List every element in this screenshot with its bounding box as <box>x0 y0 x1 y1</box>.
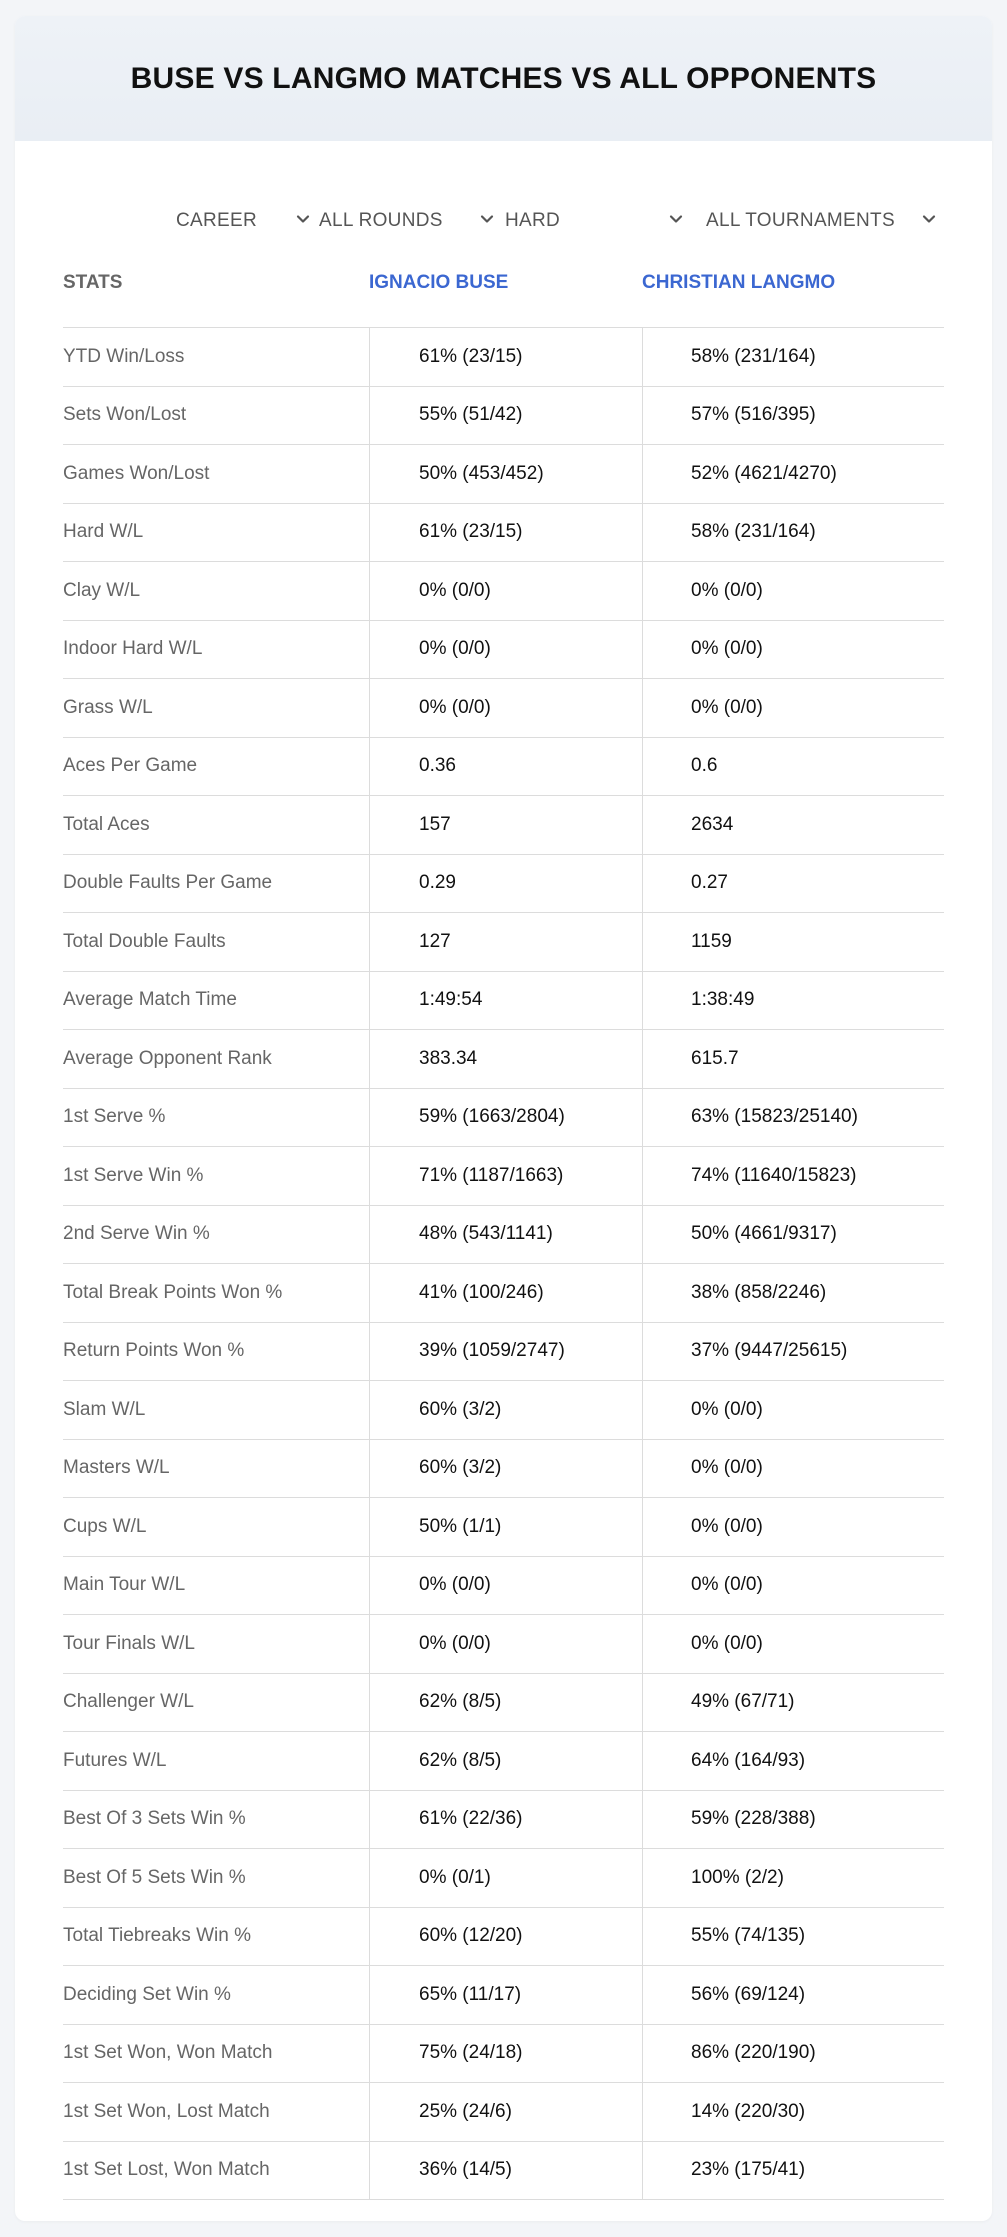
table-row <box>63 796 944 855</box>
table-row <box>63 1674 944 1733</box>
stat-label: Indoor Hard W/L <box>63 638 203 660</box>
stat-label: Average Opponent Rank <box>63 1047 272 1069</box>
stat-label: Average Match Time <box>63 989 237 1011</box>
player2-value: 56% (69/124) <box>642 1966 944 2024</box>
table-row <box>63 1089 944 1148</box>
player1-value: 65% (11/17) <box>369 1966 642 2024</box>
card-header <box>15 16 992 141</box>
player1-value: 0% (0/0) <box>369 562 642 620</box>
stat-label: Best Of 5 Sets Win % <box>63 1866 246 1888</box>
stat-label: Games Won/Lost <box>63 462 210 484</box>
table-row <box>63 1206 944 1265</box>
player1-value: 55% (51/42) <box>369 387 642 445</box>
player2-value: 0% (0/0) <box>642 621 944 679</box>
player2-value: 0% (0/0) <box>642 679 944 737</box>
chevron-down-icon <box>296 212 310 226</box>
stat-label: YTD Win/Loss <box>63 345 185 367</box>
stat-label: Sets Won/Lost <box>63 404 187 426</box>
table-row <box>63 1323 944 1382</box>
filter-bar <box>15 191 992 251</box>
player1-value: 39% (1059/2747) <box>369 1323 642 1381</box>
player1-value: 48% (543/1141) <box>369 1206 642 1264</box>
player1-value: 0% (0/0) <box>369 679 642 737</box>
stat-label: Hard W/L <box>63 521 144 543</box>
page-title: BUSE VS LANGMO MATCHES VS ALL OPPONENTS <box>130 61 877 95</box>
stat-label: 1st Set Lost, Won Match <box>63 2159 270 2181</box>
player2-value: 57% (516/395) <box>642 387 944 445</box>
player2-value: 0.27 <box>642 855 944 913</box>
stat-label: Total Double Faults <box>63 930 226 952</box>
player2-value: 0% (0/0) <box>642 1615 944 1673</box>
player2-value: 59% (228/388) <box>642 1791 944 1849</box>
stat-label: Aces Per Game <box>63 755 198 777</box>
player2-value: 0.6 <box>642 738 944 796</box>
stat-label: Clay W/L <box>63 579 141 601</box>
filter-rounds-select[interactable] <box>319 191 499 251</box>
table-row <box>63 1791 944 1850</box>
stat-label: Challenger W/L <box>63 1691 194 1713</box>
player1-value: 0.29 <box>369 855 642 913</box>
stat-label: Grass W/L <box>63 696 153 718</box>
player1-value: 383.34 <box>369 1030 642 1088</box>
player1-value: 62% (8/5) <box>369 1674 642 1732</box>
table-row <box>63 2083 944 2142</box>
stat-label: Futures W/L <box>63 1749 167 1771</box>
player1-value: 60% (12/20) <box>369 1908 642 1966</box>
player2-value: 55% (74/135) <box>642 1908 944 1966</box>
player1-value: 1:49:54 <box>369 972 642 1030</box>
player2-value: 37% (9447/25615) <box>642 1323 944 1381</box>
stat-label: Cups W/L <box>63 1515 147 1537</box>
player2-value: 50% (4661/9317) <box>642 1206 944 1264</box>
player1-value: 50% (453/452) <box>369 445 642 503</box>
player2-value: 52% (4621/4270) <box>642 445 944 503</box>
player1-value: 60% (3/2) <box>369 1381 642 1439</box>
chevron-down-icon <box>922 212 936 226</box>
player2-value: 0% (0/0) <box>642 1440 944 1498</box>
filter-career-select[interactable] <box>176 191 316 251</box>
filter-surface-select[interactable] <box>505 191 690 251</box>
player2-value: 74% (11640/15823) <box>642 1147 944 1205</box>
stat-label: 1st Set Won, Won Match <box>63 2042 273 2064</box>
table-row <box>63 738 944 797</box>
filter-label: HARD <box>505 210 561 231</box>
stat-label: Total Aces <box>63 813 150 835</box>
table-row <box>63 504 944 563</box>
filter-label: ALL ROUNDS <box>319 210 443 231</box>
stat-label: Total Tiebreaks Win % <box>63 1925 251 1947</box>
table-row <box>63 1264 944 1323</box>
player2-value: 1159 <box>642 913 944 971</box>
header-player2-link[interactable]: CHRISTIAN LANGMO <box>642 272 836 293</box>
player2-value: 100% (2/2) <box>642 1849 944 1907</box>
player1-value: 50% (1/1) <box>369 1498 642 1556</box>
table-row <box>63 445 944 504</box>
player1-value: 0% (0/0) <box>369 1615 642 1673</box>
player2-value: 64% (164/93) <box>642 1732 944 1790</box>
stat-label: Masters W/L <box>63 1457 170 1479</box>
player2-value: 63% (15823/25140) <box>642 1089 944 1147</box>
table-row <box>63 679 944 738</box>
table-row <box>63 1440 944 1499</box>
chevron-down-icon <box>669 212 683 226</box>
table-row <box>63 621 944 680</box>
header-player1-link[interactable]: IGNACIO BUSE <box>369 272 509 293</box>
table-row <box>63 1147 944 1206</box>
stat-label: Main Tour W/L <box>63 1574 186 1596</box>
stat-label: Double Faults Per Game <box>63 872 273 894</box>
player2-value: 58% (231/164) <box>642 328 944 386</box>
stats-card <box>15 16 992 2221</box>
player1-value: 0% (0/0) <box>369 621 642 679</box>
table-row <box>63 2142 944 2201</box>
stat-label: Slam W/L <box>63 1398 146 1420</box>
stat-label: Best Of 3 Sets Win % <box>63 1808 246 1830</box>
table-row <box>63 1615 944 1674</box>
stat-label: 2nd Serve Win % <box>63 1223 210 1245</box>
table-row <box>63 2025 944 2084</box>
table-row <box>63 1732 944 1791</box>
table-row <box>63 1966 944 2025</box>
player2-value: 14% (220/30) <box>642 2083 944 2141</box>
table-row <box>63 562 944 621</box>
player2-value: 1:38:49 <box>642 972 944 1030</box>
stats-table <box>63 328 944 2200</box>
stat-label: Return Points Won % <box>63 1340 245 1362</box>
player1-value: 157 <box>369 796 642 854</box>
table-row <box>63 972 944 1031</box>
chevron-down-icon <box>480 212 494 226</box>
player2-value: 86% (220/190) <box>642 2025 944 2083</box>
stat-label: 1st Serve Win % <box>63 1164 204 1186</box>
player1-value: 0% (0/1) <box>369 1849 642 1907</box>
player1-value: 0% (0/0) <box>369 1557 642 1615</box>
player2-value: 0% (0/0) <box>642 1498 944 1556</box>
player1-value: 41% (100/246) <box>369 1264 642 1322</box>
player2-value: 23% (175/41) <box>642 2142 944 2200</box>
table-row <box>63 1498 944 1557</box>
header-stats: STATS <box>63 272 123 293</box>
table-row <box>63 1908 944 1967</box>
table-row <box>63 1381 944 1440</box>
player1-value: 75% (24/18) <box>369 2025 642 2083</box>
player2-value: 615.7 <box>642 1030 944 1088</box>
table-row <box>63 328 944 387</box>
table-row <box>63 913 944 972</box>
player2-value: 0% (0/0) <box>642 562 944 620</box>
player2-value: 0% (0/0) <box>642 1557 944 1615</box>
stat-label: Tour Finals W/L <box>63 1632 195 1654</box>
player1-value: 25% (24/6) <box>369 2083 642 2141</box>
stat-label: 1st Set Won, Lost Match <box>63 2100 270 2122</box>
table-row <box>63 1849 944 1908</box>
player1-value: 71% (1187/1663) <box>369 1147 642 1205</box>
player2-value: 0% (0/0) <box>642 1381 944 1439</box>
player1-value: 60% (3/2) <box>369 1440 642 1498</box>
player1-value: 61% (23/15) <box>369 328 642 386</box>
player1-value: 61% (22/36) <box>369 1791 642 1849</box>
player1-value: 0.36 <box>369 738 642 796</box>
player2-value: 58% (231/164) <box>642 504 944 562</box>
filter-label: ALL TOURNAMENTS <box>706 210 895 231</box>
stats-table-header <box>63 254 944 328</box>
player2-value: 49% (67/71) <box>642 1674 944 1732</box>
table-row <box>63 1030 944 1089</box>
stat-label: Deciding Set Win % <box>63 1983 231 2005</box>
stat-label: 1st Serve % <box>63 1106 166 1128</box>
player1-value: 127 <box>369 913 642 971</box>
filter-tournaments-select[interactable] <box>706 191 946 251</box>
table-row <box>63 855 944 914</box>
player2-value: 2634 <box>642 796 944 854</box>
player2-value: 38% (858/2246) <box>642 1264 944 1322</box>
player1-value: 62% (8/5) <box>369 1732 642 1790</box>
player1-value: 61% (23/15) <box>369 504 642 562</box>
table-row <box>63 1557 944 1616</box>
player1-value: 59% (1663/2804) <box>369 1089 642 1147</box>
filter-label: CAREER <box>176 210 257 231</box>
table-row <box>63 387 944 446</box>
player1-value: 36% (14/5) <box>369 2142 642 2200</box>
stat-label: Total Break Points Won % <box>63 1281 283 1303</box>
